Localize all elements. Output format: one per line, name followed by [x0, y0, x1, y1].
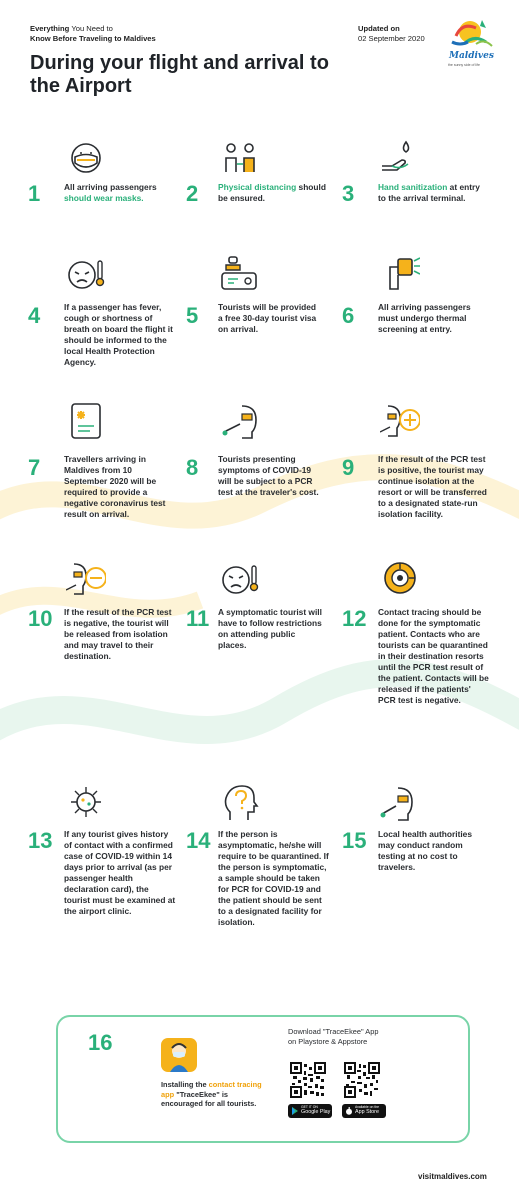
- apple-icon: [345, 1107, 353, 1115]
- item-text-13: [64, 829, 176, 917]
- item-number-7: 7: [28, 455, 41, 480]
- symptomatic-face-icon: [220, 560, 260, 598]
- app-store-small-text: Available on the: [355, 1105, 380, 1109]
- pcr-swab-icon: [220, 402, 260, 440]
- item-text-12: [378, 607, 490, 706]
- item-number-2: 2: [186, 181, 199, 206]
- item-number-8: 8: [186, 455, 199, 480]
- item-text-plain-end: at entry to the arrival terminal.: [378, 182, 480, 203]
- item-text-highlight: Hand sanitization: [378, 182, 448, 192]
- item-number-12: 12: [342, 606, 367, 631]
- app-text-highlight: contact tracing app: [161, 1080, 262, 1099]
- item-number-14: 14: [186, 828, 211, 853]
- website-url[interactable]: visitmaldives.com: [418, 1172, 487, 1181]
- logo-tagline: the sunny side of life: [448, 63, 480, 67]
- traceekee-app-icon[interactable]: [161, 1038, 197, 1072]
- item-text-highlight: should wear masks.: [64, 193, 144, 203]
- head-question-icon: [220, 784, 260, 822]
- item-text-plain: If a passenger has fever, cough or shortness of breath on board the flight it should be informed to the local Health Protection Agency.: [64, 302, 173, 367]
- item-text-plain-end: should be ensured.: [218, 182, 326, 203]
- header-subtitle: [30, 24, 156, 44]
- download-instructions: [288, 1027, 378, 1046]
- test-certificate-icon: [66, 402, 106, 440]
- item-text-plain: If the result of the PCR test is positive, the tourist may continue isolation at the resort or will be transferred to a designated state-run isolation facility.: [378, 454, 487, 519]
- item-number-9: 9: [342, 455, 355, 480]
- item-text-1: [64, 182, 176, 204]
- app-box: [56, 1015, 470, 1143]
- hand-sanitizer-icon: [380, 140, 420, 178]
- google-play-icon: [291, 1107, 299, 1115]
- thermal-scanner-icon: [380, 255, 420, 293]
- item-text-15: [378, 829, 486, 873]
- logo-wordmark: Maldives: [449, 51, 494, 61]
- updated-date: 02 September 2020: [358, 34, 425, 43]
- item-text-8: [218, 454, 326, 498]
- contact-tracing-icon: [380, 560, 420, 598]
- item-number-16: 16: [88, 1030, 113, 1055]
- updated-label: Updated on: [358, 24, 400, 33]
- item-number-10: 10: [28, 606, 53, 631]
- item-text-plain: A symptomatic tourist will have to follow restrictions on attending public places.: [218, 607, 322, 650]
- subtitle-line2: Know Before Traveling to Maldives: [30, 34, 156, 43]
- subtitle-bold: Everything: [30, 24, 70, 33]
- google-play-small-text: GET IT ON: [301, 1105, 318, 1109]
- item-number-13: 13: [28, 828, 53, 853]
- item-number-15: 15: [342, 828, 367, 853]
- app-store-text: App Store: [355, 1109, 379, 1115]
- item-text-9: [378, 454, 492, 520]
- item-text-plain: Local health authorities may conduct random testing at no cost to travelers.: [378, 829, 473, 872]
- item-text-plain: If the person is asymptomatic, he/she will require to be quarantined. If the person is symptomatic, a sample should be taken for PCR for COVID-19 and the patient should be sent to a designated facility for isolation.: [218, 829, 329, 927]
- item-text-plain: If any tourist gives history of contact with a confirmed case of COVID-19 within 14 days prior to arrival (as per passenger health declaration card), the tourist must be examined at the airport clinic.: [64, 829, 176, 916]
- item-text-plain: If the result of the PCR test is negative, the tourist will be released from isolation and may travel to their destination.: [64, 607, 172, 661]
- item-text-7: [64, 454, 176, 520]
- item-text-highlight: Physical distancing: [218, 182, 297, 192]
- item-text-11: [218, 607, 322, 651]
- download-line2: on Playstore & Appstore: [288, 1036, 368, 1046]
- item-number-6: 6: [342, 303, 355, 328]
- item-number-5: 5: [186, 303, 199, 328]
- item-text-plain: Contact tracing should be done for the symptomatic patient. Contacts who are tourists can be quarantined in their destination resorts until the PCR test result of the patient. Contacts will be released if the patients' PCR test is negative.: [378, 607, 489, 705]
- item-text-14: [218, 829, 330, 928]
- item-text-plain: Tourists will be provided a free 30-day tourist visa on arrival.: [218, 302, 317, 334]
- pcr-positive-icon: [380, 402, 420, 440]
- visa-stamp-icon: [220, 255, 260, 293]
- item-number-11: 11: [186, 606, 210, 631]
- virus-icon: [66, 784, 106, 822]
- face-mask-icon: [66, 140, 106, 178]
- item-text-3: [378, 182, 488, 204]
- download-line1: Download "TraceEkee" App: [288, 1027, 379, 1036]
- page-title: During your flight and arrival to the Airport: [30, 52, 329, 97]
- app-text-post: "TraceEkee" is encouraged for all tourists.: [161, 1089, 257, 1108]
- physical-distancing-icon: [220, 140, 260, 178]
- sick-face-thermometer-icon: [66, 255, 106, 293]
- random-testing-icon: [380, 784, 420, 822]
- item-text-plain: All arriving passengers: [64, 182, 157, 192]
- google-play-badge[interactable]: [288, 1104, 332, 1118]
- item-text-plain: Travellers arriving in Maldives from 10 September 2020 will be required to provide a negative coronavirus test result on arrival.: [64, 454, 166, 519]
- item-number-4: 4: [28, 303, 41, 328]
- updated-block: [358, 24, 425, 44]
- qr-code-appstore-icon[interactable]: [344, 1062, 380, 1098]
- item-text-10: [64, 607, 176, 662]
- app-text-pre: Installing the: [161, 1080, 209, 1089]
- google-play-text: Google Play: [301, 1109, 331, 1115]
- item-text-4: [64, 302, 176, 368]
- item-number-1: 1: [28, 181, 41, 206]
- pcr-negative-icon: [66, 560, 106, 598]
- item-text-plain: Tourists presenting symptoms of COVID-19 will be subject to a PCR test at the traveler's cost.: [218, 454, 319, 497]
- item-text-6: [378, 302, 482, 335]
- qr-code-playstore-icon[interactable]: [290, 1062, 326, 1098]
- item-text-5: [218, 302, 318, 335]
- item-text-2: [218, 182, 330, 204]
- subtitle-rest: You Need to: [71, 24, 113, 33]
- app-description: [161, 1080, 269, 1109]
- app-store-badge[interactable]: [342, 1104, 386, 1118]
- item-number-3: 3: [342, 181, 355, 206]
- item-text-plain: All arriving passengers must undergo thermal screening at entry.: [378, 302, 471, 334]
